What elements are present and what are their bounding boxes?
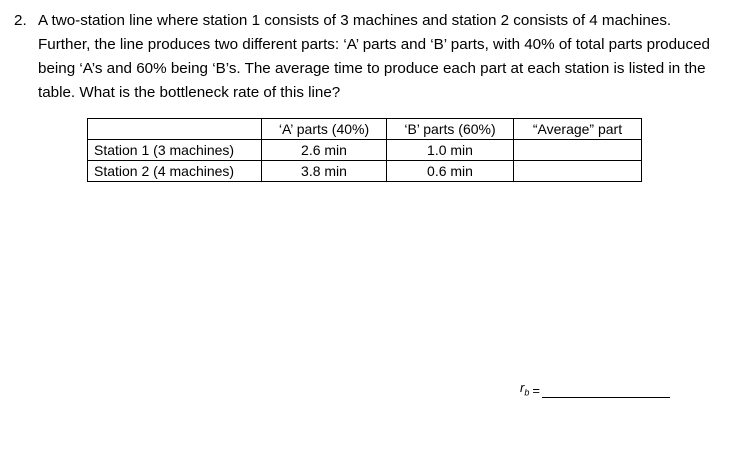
question-text: A two-station line where station 1 consists of 3 machines and station 2 consists of 4 machines. Further, the line produces two different parts: ‘A’ parts and ‘B’ parts, with 40% of total parts produced being ‘A’s and 60% being ‘B’s. The average time to produce each part at each station is listed in the table. What is the bottleneck rate of this line? [38,12,710,101]
table-header-cell: ‘B’ parts (60%) [387,119,514,140]
question-block [14,9,714,105]
table-header-row [88,119,642,140]
table-header-cell: ‘A’ parts (40%) [262,119,387,140]
table-cell: 2.6 min [262,140,387,161]
answer-equals: = [532,382,540,398]
row-label: Station 1 (3 machines) [88,140,262,161]
table-cell [514,161,642,182]
table-cell [514,140,642,161]
table-row [88,161,642,182]
answer-blank-line [542,383,670,398]
answer-label [520,380,529,398]
table-cell: 1.0 min [387,140,514,161]
table-cell: 3.8 min [262,161,387,182]
station-times-table [87,118,642,182]
table-row [88,140,642,161]
answer-subscript: b [524,387,530,398]
answer-symbol: r [520,380,525,395]
table-cell: 0.6 min [387,161,514,182]
row-label: Station 2 (4 machines) [88,161,262,182]
table-header-cell [88,119,262,140]
answer-field [520,380,670,398]
table-header-cell: “Average” part [514,119,642,140]
question-number: 2. [14,12,27,29]
